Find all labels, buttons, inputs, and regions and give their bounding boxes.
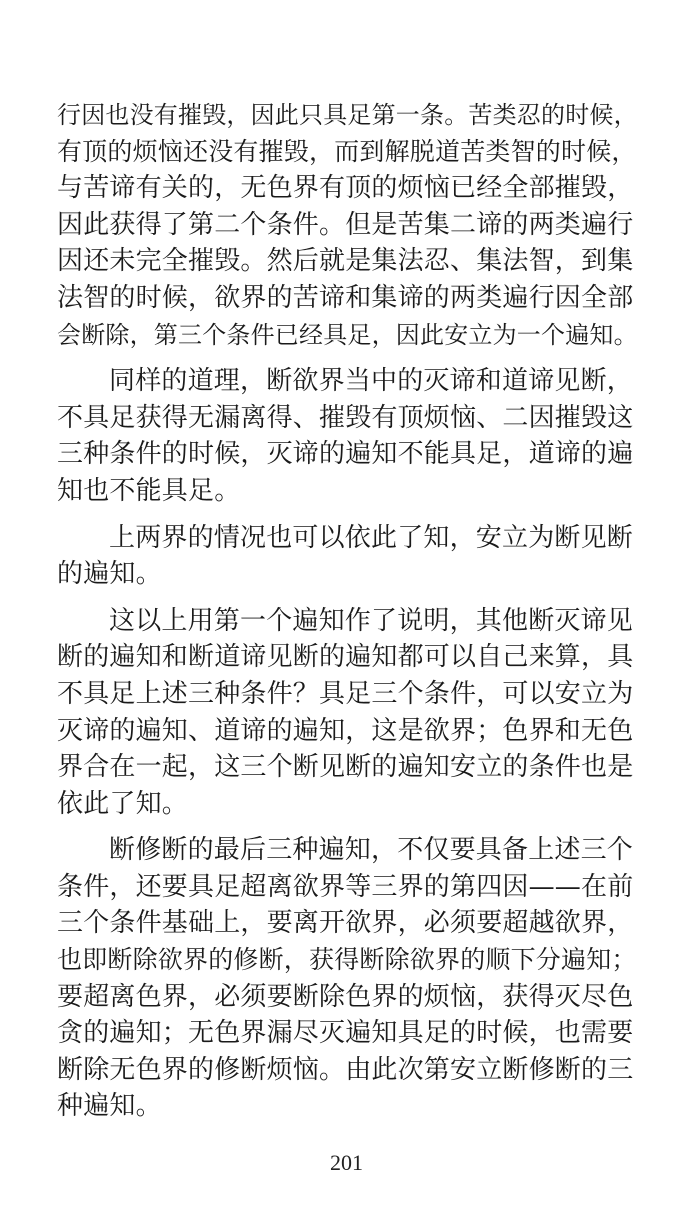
text-line: 贪的遍知；无色界漏尽灭遍知具足的时候，也需要 <box>57 1018 634 1049</box>
paragraph-2 <box>57 363 645 509</box>
book-page-body <box>57 97 645 1125</box>
text-line: 与苦谛有关的，无色界有顶的烦恼已经全部摧毁， <box>57 173 634 204</box>
text-line: 不具足上述三种条件？具足三个条件，可以安立为 <box>57 678 634 709</box>
paragraph-4 <box>57 603 645 823</box>
text-line: 条件，还要具足超离欲界等三界的第四因——在前 <box>57 871 634 902</box>
text-line: 断的遍知和断道谛见断的遍知都可以自己来算，具 <box>57 642 634 673</box>
text-line: 要超离色界，必须要断除色界的烦恼，获得灭尽色 <box>57 981 634 1012</box>
paragraph-3 <box>57 520 645 593</box>
paragraph-5 <box>57 832 645 1125</box>
text-line: 断除无色界的修断烦恼。由此次第安立断修断的三 <box>57 1054 634 1085</box>
text-line: 也即断除欲界的修断，获得断除欲界的顺下分遍知； <box>57 945 637 975</box>
paragraph-spacer <box>57 510 645 520</box>
text-line: 同样的道理，断欲界当中的灭谛和道谛见断， <box>109 366 634 397</box>
paragraph-spacer <box>57 353 645 363</box>
text-line: 种遍知。 <box>57 1091 162 1122</box>
text-line: 界合在一起，这三个断见断的遍知安立的条件也是 <box>57 752 634 783</box>
text-line: 因还未完全摧毁。然后就是集法忍、集法智，到集 <box>57 246 634 277</box>
text-line: 三种条件的时候，灭谛的遍知不能具足，道谛的遍 <box>57 439 634 470</box>
text-line: 这以上用第一个遍知作了说明，其他断灭谛见 <box>109 605 634 636</box>
text-line: 的遍知。 <box>57 559 162 590</box>
text-line: 三个条件基础上，要离开欲界，必须要超越欲界， <box>57 908 634 939</box>
paragraph-1 <box>57 97 645 353</box>
text-line: 断修断的最后三种遍知，不仅要具备上述三个 <box>109 835 634 866</box>
text-line: 灭谛的遍知、道谛的遍知，这是欲界；色界和无色 <box>57 715 634 746</box>
text-line: 行因也没有摧毁，因此只具足第一条。苦类忍的时候， <box>57 101 638 129</box>
text-line: 法智的时候，欲界的苦谛和集谛的两类遍行因全部 <box>57 282 634 313</box>
text-line: 不具足获得无漏离得、摧毁有顶烦恼、二因摧毁这 <box>57 402 634 433</box>
text-line: 上两界的情况也可以依此了知，安立为断见断 <box>109 522 634 553</box>
text-line: 因此获得了第二个条件。但是苦集二谛的两类遍行 <box>57 209 634 240</box>
page-number: 201 <box>330 1150 363 1175</box>
text-line: 知也不能具足。 <box>57 475 241 506</box>
text-line: 依此了知。 <box>57 788 189 819</box>
text-line: 会断除，第三个条件已经具足，因此安立为一个遍知。 <box>57 320 638 349</box>
text-line: 有顶的烦恼还没有摧毁，而到解脱道苦类智的时候， <box>57 136 637 166</box>
paragraph-spacer <box>57 822 645 832</box>
paragraph-spacer <box>57 593 645 603</box>
